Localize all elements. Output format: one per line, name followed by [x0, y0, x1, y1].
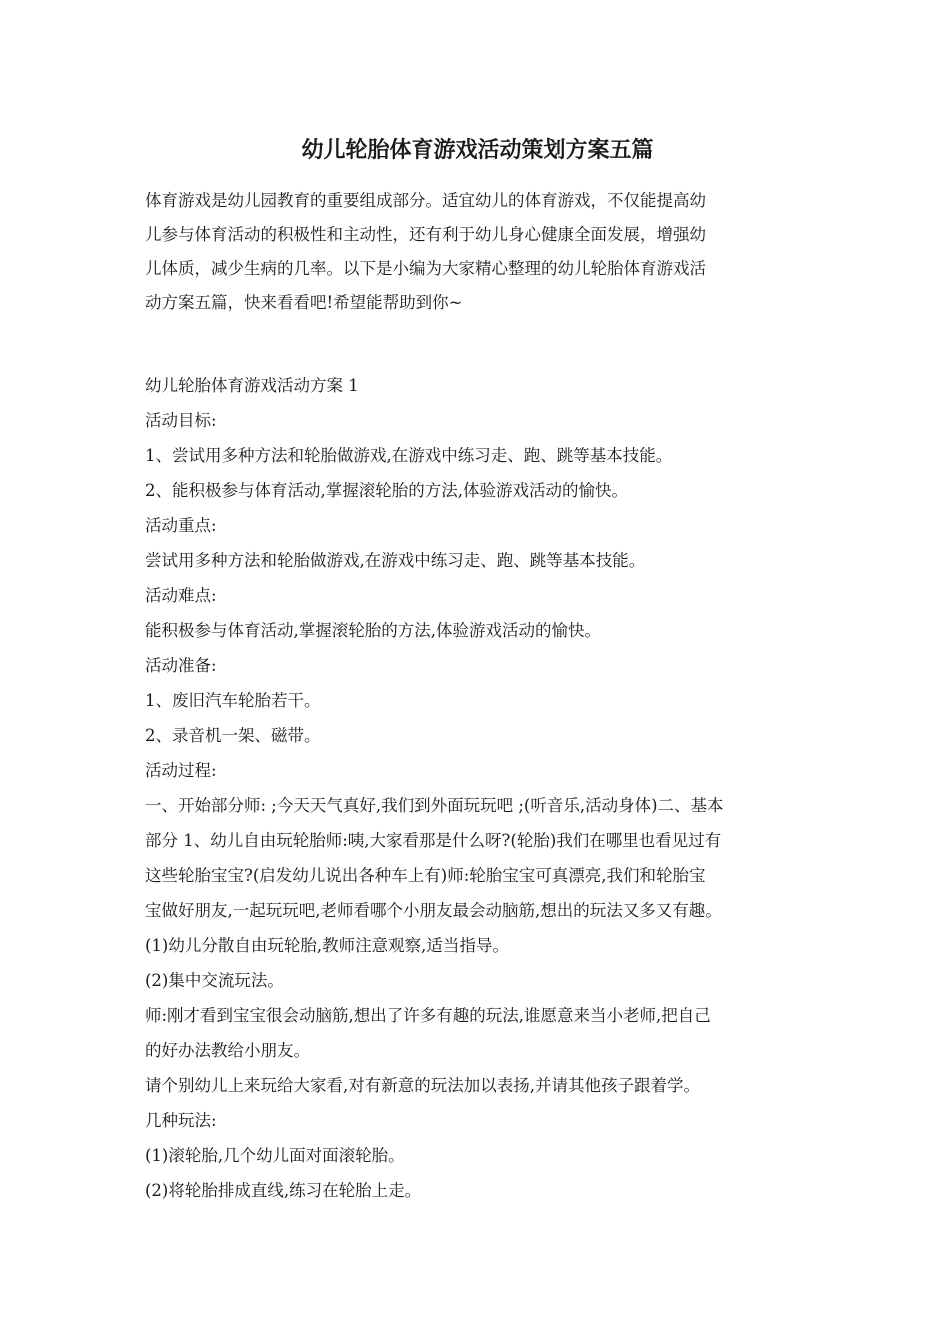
- text-line: (1)幼儿分散自由玩轮胎,教师注意观察,适当指导。: [145, 936, 509, 955]
- text-line: 1、废旧汽车轮胎若干。: [145, 691, 321, 710]
- text-line: 部分 1、幼儿自由玩轮胎师:咦,大家看那是什么呀?(轮胎)我们在哪里也看见过有: [145, 831, 722, 850]
- text-line: 这些轮胎宝宝?(启发幼儿说出各种车上有)师:轮胎宝宝可真漂亮,我们和轮胎宝: [145, 866, 706, 885]
- text-line: (2)将轮胎排成直线,练习在轮胎上走。: [145, 1181, 422, 1200]
- text-line: 2、录音机一架、磁带。: [145, 726, 321, 745]
- text-line: 的好办法教给小朋友。: [145, 1041, 310, 1060]
- section-heading: 幼儿轮胎体育游戏活动方案 1: [145, 376, 359, 395]
- intro-line: 体育游戏是幼儿园教育的重要组成部分。适宜幼儿的体育游戏，不仅能提高幼: [145, 191, 706, 210]
- subheading-ways-to-play: 几种玩法:: [145, 1111, 217, 1130]
- text-line: 能积极参与体育活动,掌握滚轮胎的方法,体验游戏活动的愉快。: [145, 621, 601, 640]
- intro-line: 儿体质，减少生病的几率。以下是小编为大家精心整理的幼儿轮胎体育游戏活: [145, 259, 706, 278]
- subheading-key-points: 活动重点:: [145, 516, 217, 535]
- text-line: 尝试用多种方法和轮胎做游戏,在游戏中练习走、跑、跳等基本技能。: [145, 551, 646, 570]
- text-line: 请个别幼儿上来玩给大家看,对有新意的玩法加以表扬,并请其他孩子跟着学。: [145, 1076, 700, 1095]
- subheading-preparation: 活动准备:: [145, 656, 217, 675]
- text-line: (1)滚轮胎,几个幼儿面对面滚轮胎。: [145, 1146, 405, 1165]
- text-line: 师:刚才看到宝宝很会动脑筋,想出了许多有趣的玩法,谁愿意来当小老师,把自己: [145, 1006, 711, 1025]
- text-line: 1、尝试用多种方法和轮胎做游戏,在游戏中练习走、跑、跳等基本技能。: [145, 446, 673, 465]
- intro-line: 动方案五篇，快来看看吧!希望能帮助到你~: [145, 293, 463, 312]
- text-line: 宝做好朋友,一起玩玩吧,老师看哪个小朋友最会动脑筋,想出的玩法又多又有趣。: [145, 901, 722, 920]
- intro-paragraph: [145, 184, 810, 320]
- text-line: 一、开始部分师: ;今天天气真好,我们到外面玩玩吧 ;(听音乐,活动身体)二、基本: [145, 796, 724, 815]
- body-text: [145, 368, 810, 1208]
- subheading-difficulties: 活动难点:: [145, 586, 217, 605]
- document-title: 幼儿轮胎体育游戏活动策划方案五篇: [301, 137, 654, 163]
- subheading-goals: 活动目标:: [145, 411, 217, 430]
- intro-line: 儿参与体育活动的积极性和主动性，还有利于幼儿身心健康全面发展，增强幼: [145, 225, 706, 244]
- text-line: 2、能积极参与体育活动,掌握滚轮胎的方法,体验游戏活动的愉快。: [145, 481, 628, 500]
- text-line: (2)集中交流玩法。: [145, 971, 284, 990]
- subheading-process: 活动过程:: [145, 761, 217, 780]
